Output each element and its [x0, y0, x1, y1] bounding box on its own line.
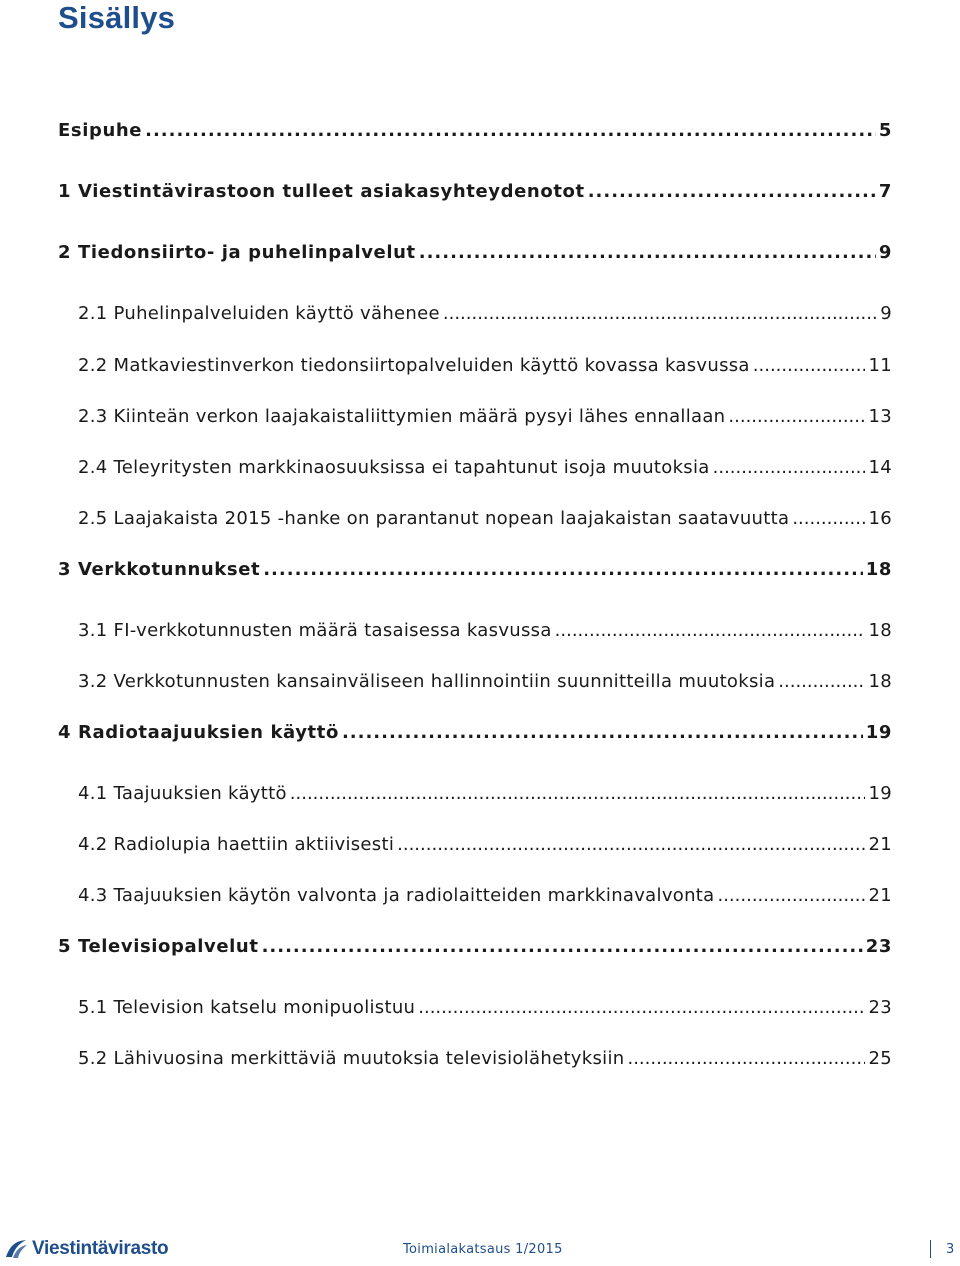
toc-entry-page: 9: [878, 242, 892, 263]
toc-entry-page: 9: [880, 303, 892, 324]
toc-entry[interactable]: [78, 669, 892, 695]
toc-entry[interactable]: [78, 301, 892, 327]
toc-entry[interactable]: [78, 995, 892, 1021]
toc-entry-label: 4.1 Taajuuksien käyttö: [78, 783, 287, 804]
toc-entry-label: 1 Viestintävirastoon tulleet asiakasyhteydenotot: [58, 181, 585, 202]
toc-entry[interactable]: [78, 506, 892, 532]
footer-document-title: Toimialakatsaus 1/2015: [403, 1242, 563, 1257]
toc-entry[interactable]: [58, 179, 892, 205]
toc-entry-page: 5: [878, 120, 892, 141]
toc-entry-page: 23: [868, 997, 892, 1018]
toc-entry[interactable]: [58, 240, 892, 266]
toc-dot-leader: [588, 179, 876, 205]
logo-mark-icon: [4, 1238, 28, 1260]
toc-dot-leader: [262, 934, 863, 960]
toc-dot-leader: [728, 404, 865, 430]
toc-entry-page: 19: [868, 783, 892, 804]
toc-entry-page: 25: [868, 1048, 892, 1069]
toc-dot-leader: [145, 118, 876, 144]
toc-entry-page: 21: [868, 834, 892, 855]
toc-entry-label: 2.4 Teleyritysten markkinaosuuksissa ei tapahtunut isoja muutoksia: [78, 457, 710, 478]
toc-entry-label: 5 Televisiopalvelut: [58, 936, 259, 957]
toc-entry-label: 3.2 Verkkotunnusten kansainväliseen hallinnointiin suunnitteilla muutoksia: [78, 671, 776, 692]
toc-entry[interactable]: [78, 1046, 892, 1072]
toc-entry[interactable]: [58, 720, 892, 746]
toc-entry-label: 4 Radiotaajuuksien käyttö: [58, 722, 339, 743]
logo-text: Viestintävirasto: [32, 1238, 169, 1259]
toc-entry-label: 2.2 Matkaviestinverkon tiedonsiirtopalveluiden käyttö kovassa kasvussa: [78, 355, 750, 376]
toc-entry[interactable]: [58, 557, 892, 583]
toc-entry-label: 2.5 Laajakaista 2015 -hanke on parantanut nopean laajakaistan saatavuutta: [78, 508, 790, 529]
toc-entry-label: 3.1 FI-verkkotunnusten määrä tasaisessa kasvussa: [78, 620, 552, 641]
toc-dot-leader: [290, 781, 866, 807]
page-footer: [0, 1232, 960, 1266]
toc-entry[interactable]: [78, 353, 892, 379]
toc-entry-page: 18: [865, 559, 892, 580]
toc-entry-page: 21: [868, 885, 892, 906]
toc-entry-label: 4.2 Radiolupia haettiin aktiivisesti: [78, 834, 395, 855]
toc-entry-label: 5.1 Television katselu monipuolistuu: [78, 997, 416, 1018]
toc-entry-label: 3 Verkkotunnukset: [58, 559, 261, 580]
toc-dot-leader: [555, 618, 866, 644]
viestintavirasto-logo: [4, 1238, 168, 1260]
toc-dot-leader: [713, 455, 866, 481]
toc-entry-page: 23: [865, 936, 892, 957]
toc-dot-leader: [753, 353, 866, 379]
toc-dot-leader: [342, 720, 863, 746]
toc-entry-page: 16: [868, 508, 892, 529]
toc-dot-leader: [397, 832, 865, 858]
toc-dot-leader: [418, 995, 865, 1021]
toc-dot-leader: [778, 669, 865, 695]
toc-entry-page: 18: [868, 620, 892, 641]
toc-entry-label: 2.3 Kiinteän verkon laajakaistaliittymien määrä pysyi lähes ennallaan: [78, 406, 726, 427]
toc-entry[interactable]: [78, 404, 892, 430]
toc-entry-page: 14: [868, 457, 892, 478]
toc-dot-leader: [443, 301, 877, 327]
toc-entry[interactable]: [78, 781, 892, 807]
toc-dot-leader: [419, 240, 876, 266]
toc-entry-page: 18: [868, 671, 892, 692]
toc-entry-page: 11: [868, 355, 892, 376]
toc-entry[interactable]: [78, 832, 892, 858]
page-title: Sisällys: [58, 0, 176, 35]
toc-entry[interactable]: [58, 118, 892, 144]
toc-entry-page: 19: [865, 722, 892, 743]
toc-entry[interactable]: [78, 883, 892, 909]
toc-entry-label: Esipuhe: [58, 120, 143, 141]
toc-entry[interactable]: [78, 618, 892, 644]
toc-entry-label: 5.2 Lähivuosina merkittäviä muutoksia televisiolähetyksiin: [78, 1048, 625, 1069]
toc-entry-label: 4.3 Taajuuksien käytön valvonta ja radiolaitteiden markkinavalvonta: [78, 885, 715, 906]
footer-divider: [930, 1240, 931, 1258]
toc-entry-label: 2.1 Puhelinpalveluiden käyttö vähenee: [78, 303, 440, 324]
footer-page-number: 3: [946, 1242, 955, 1257]
toc-entry-page: 7: [878, 181, 892, 202]
toc-entry-page: 13: [868, 406, 892, 427]
toc-dot-leader: [263, 557, 863, 583]
toc-entry[interactable]: [78, 455, 892, 481]
toc-dot-leader: [717, 883, 865, 909]
toc-dot-leader: [792, 506, 865, 532]
toc-entry-label: 2 Tiedonsiirto- ja puhelinpalvelut: [58, 242, 416, 263]
toc-dot-leader: [627, 1046, 865, 1072]
toc-entry[interactable]: [58, 934, 892, 960]
